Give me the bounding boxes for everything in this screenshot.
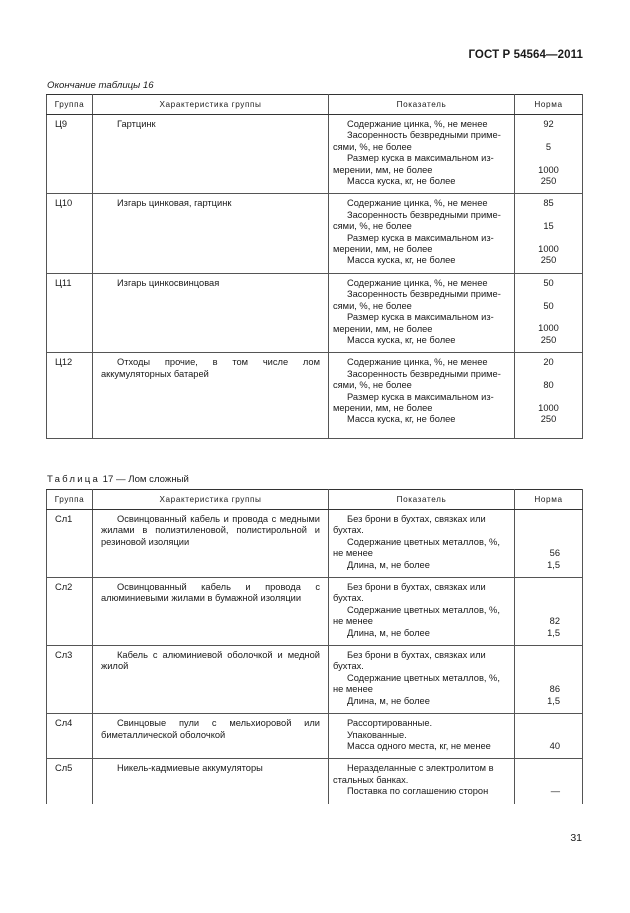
norm-value [515, 233, 582, 244]
norm-value: 1,5 [547, 695, 560, 706]
group-characteristic: Освинцованный кабель и провода с алюминиевыми жилами в бумажной изоляции [93, 578, 329, 646]
indicator-line: мерении, мм, не более [333, 164, 433, 175]
indicator-cell [329, 115, 515, 194]
indicator-line: Содержание цинка, %, не менее [347, 277, 488, 288]
indicator-line: Масса куска, кг, не более [347, 334, 456, 345]
document-id: ГОСТ Р 54564—2011 [468, 49, 583, 61]
group-code: Ц11 [47, 273, 93, 352]
group-characteristic: Кабель с алюминиевой оболочкой и медной жилой [93, 646, 329, 714]
norm-value: 1,5 [547, 559, 560, 570]
norm-value [515, 210, 582, 221]
table-row [47, 714, 583, 759]
indicator-line: Размер куска в максимальном из- [347, 153, 494, 164]
table-row [47, 510, 583, 578]
table16-caption: Окончание таблицы 16 [47, 80, 154, 91]
group-characteristic: Гартцинк [93, 115, 329, 194]
group-code: Сл4 [47, 714, 93, 759]
indicator-line: Длина, м, не более [347, 559, 430, 570]
indicator-cell [329, 646, 515, 714]
col-header-norm: Норма [515, 490, 583, 510]
indicator-line: Засоренность безвредными приме- [347, 209, 501, 220]
indicator-line: Содержание цветных металлов, %, не менее [333, 604, 500, 627]
norm-value [515, 593, 560, 604]
norm-value [515, 312, 582, 323]
norm-value [515, 729, 560, 740]
indicator-line: Содержание цинка, %, не менее [347, 119, 488, 129]
indicator-line: Рассортированные. [347, 718, 433, 729]
indicator-line: Масса куска, кг, не более [347, 414, 456, 425]
indicator-line: Без брони в бухтах, связках или бухтах. [333, 650, 486, 672]
indicator-line: Размер куска в максимальном из- [347, 391, 494, 402]
indicator-cell [329, 194, 515, 273]
group-code: Сл5 [47, 759, 93, 804]
table17-caption-prefix: Таблица [47, 474, 101, 485]
col-header-characteristic: Характеристика группы [93, 490, 329, 510]
group-characteristic: Никель-кадмиевые аккумуляторы [93, 759, 329, 804]
norm-value [515, 605, 560, 616]
table-row [47, 759, 583, 804]
norm-value [515, 514, 560, 525]
indicator-line: Содержание цинка, %, не менее [347, 198, 488, 209]
table-row [47, 194, 583, 273]
norm-cell [515, 510, 583, 578]
norm-value: 1000 [538, 164, 559, 175]
col-header-characteristic: Характеристика группы [93, 95, 329, 115]
norm-value: 250 [540, 414, 557, 425]
norm-value: 80 [543, 380, 554, 391]
indicator-cell [329, 353, 515, 432]
indicator-line: сями, %, не более [333, 221, 412, 232]
norm-value: 82 [549, 616, 560, 627]
group-code: Сл1 [47, 510, 93, 578]
indicator-line: мерении, мм, не более [333, 244, 433, 255]
indicator-cell [329, 510, 515, 578]
indicator-line: Масса куска, кг, не более [347, 176, 456, 187]
group-characteristic: Свинцовые пули с мельхиоровой или биметаллической оболочкой [93, 714, 329, 759]
norm-value [515, 369, 582, 380]
group-code: Сл3 [47, 646, 93, 714]
indicator-line: Засоренность безвредными приме- [347, 130, 501, 141]
norm-value: 56 [549, 548, 560, 559]
norm-value: 1,5 [547, 627, 560, 638]
norm-cell [515, 194, 583, 273]
table-row [47, 646, 583, 714]
norm-value [515, 661, 560, 672]
norm-value [515, 763, 560, 774]
norm-value: 85 [543, 198, 554, 209]
table-17 [46, 489, 583, 804]
norm-value: 50 [543, 277, 554, 288]
table-row [47, 353, 583, 432]
indicator-line: сями, %, не более [333, 141, 412, 152]
norm-value [515, 153, 582, 164]
indicator-line: Без брони в бухтах, связках или бухтах. [333, 514, 486, 536]
table-16 [46, 94, 583, 439]
norm-value: 1000 [538, 402, 559, 413]
indicator-cell [329, 578, 515, 646]
page-number: 31 [570, 832, 582, 844]
indicator-line: Засоренность безвредными приме- [347, 289, 501, 300]
col-header-indicator: Показатель [329, 95, 515, 115]
norm-value: 1000 [538, 323, 559, 334]
indicator-line: Упакованные. [347, 729, 407, 740]
col-header-indicator: Показатель [329, 490, 515, 510]
group-code: Ц10 [47, 194, 93, 273]
group-characteristic: Освинцованный кабель и провода с медными жилами в полиэтиленовой, полистирольной и резиновой изоляции [93, 510, 329, 578]
norm-value [515, 718, 560, 729]
indicator-cell [329, 759, 515, 804]
norm-value: 15 [543, 221, 554, 232]
indicator-line: Длина, м, не более [347, 695, 430, 706]
group-characteristic: Изгарь цинковая, гартцинк [93, 194, 329, 273]
norm-cell [515, 646, 583, 714]
norm-value [515, 289, 582, 300]
norm-value [515, 650, 560, 661]
norm-value [515, 537, 560, 548]
norm-value: — [550, 786, 560, 797]
norm-value: 92 [543, 119, 554, 129]
indicator-line: Содержание цинка, %, не менее [347, 357, 488, 368]
indicator-line: Содержание цветных металлов, %, не менее [333, 672, 500, 695]
table17-caption [47, 474, 189, 485]
norm-value: 5 [545, 141, 552, 152]
indicator-line: Без брони в бухтах, связках или бухтах. [333, 582, 486, 604]
indicator-cell [329, 273, 515, 352]
norm-value [515, 582, 560, 593]
norm-value: 1000 [538, 244, 559, 254]
norm-value [515, 673, 560, 684]
indicator-line: Масса куска, кг, не более [347, 255, 456, 266]
group-code: Сл2 [47, 578, 93, 646]
norm-cell [515, 714, 583, 759]
group-code: Ц12 [47, 353, 93, 432]
indicator-line: сями, %, не более [333, 380, 412, 391]
norm-value: 250 [540, 334, 557, 345]
norm-value: 50 [543, 300, 554, 311]
indicator-line: Масса одного места, кг, не менее [347, 740, 491, 751]
group-characteristic: Изгарь цинкосвинцовая [93, 273, 329, 352]
norm-value [515, 130, 582, 141]
table-row [47, 578, 583, 646]
norm-value: 86 [549, 684, 560, 695]
indicator-cell [329, 714, 515, 759]
norm-cell [515, 115, 583, 194]
indicator-line: Неразделанные с электролитом в стальных банках. [333, 763, 494, 785]
indicator-line: Длина, м, не более [347, 627, 430, 638]
indicator-line: Поставка по соглашению сторон [347, 786, 489, 797]
table-row [47, 273, 583, 352]
group-characteristic: Отходы прочие, в том числе лом аккумуляторных батарей [93, 353, 329, 432]
table-row [47, 115, 583, 194]
indicator-line: мерении, мм, не более [333, 323, 433, 334]
col-header-group: Группа [47, 95, 93, 115]
col-header-norm: Норма [515, 95, 583, 115]
norm-value [515, 391, 582, 402]
norm-cell [515, 273, 583, 352]
indicator-line: Размер куска в максимальном из- [347, 232, 494, 243]
norm-cell [515, 578, 583, 646]
norm-value [515, 775, 560, 786]
table-bottom-spacer [47, 432, 583, 439]
norm-value: 20 [543, 357, 554, 368]
norm-cell [515, 353, 583, 432]
norm-value [515, 525, 560, 536]
indicator-line: мерении, мм, не более [333, 402, 433, 413]
norm-value: 250 [540, 255, 557, 266]
indicator-line: Засоренность безвредными приме- [347, 368, 501, 379]
norm-cell [515, 759, 583, 804]
indicator-line: сями, %, не более [333, 300, 412, 311]
indicator-line: Содержание цветных металлов, %, не менее [333, 536, 500, 559]
norm-value: 40 [549, 740, 560, 751]
col-header-group: Группа [47, 490, 93, 510]
indicator-line: Размер куска в максимальном из- [347, 312, 494, 323]
table17-caption-rest: 17 — Лом сложный [100, 474, 189, 485]
group-code: Ц9 [47, 115, 93, 194]
norm-value: 250 [540, 175, 557, 186]
